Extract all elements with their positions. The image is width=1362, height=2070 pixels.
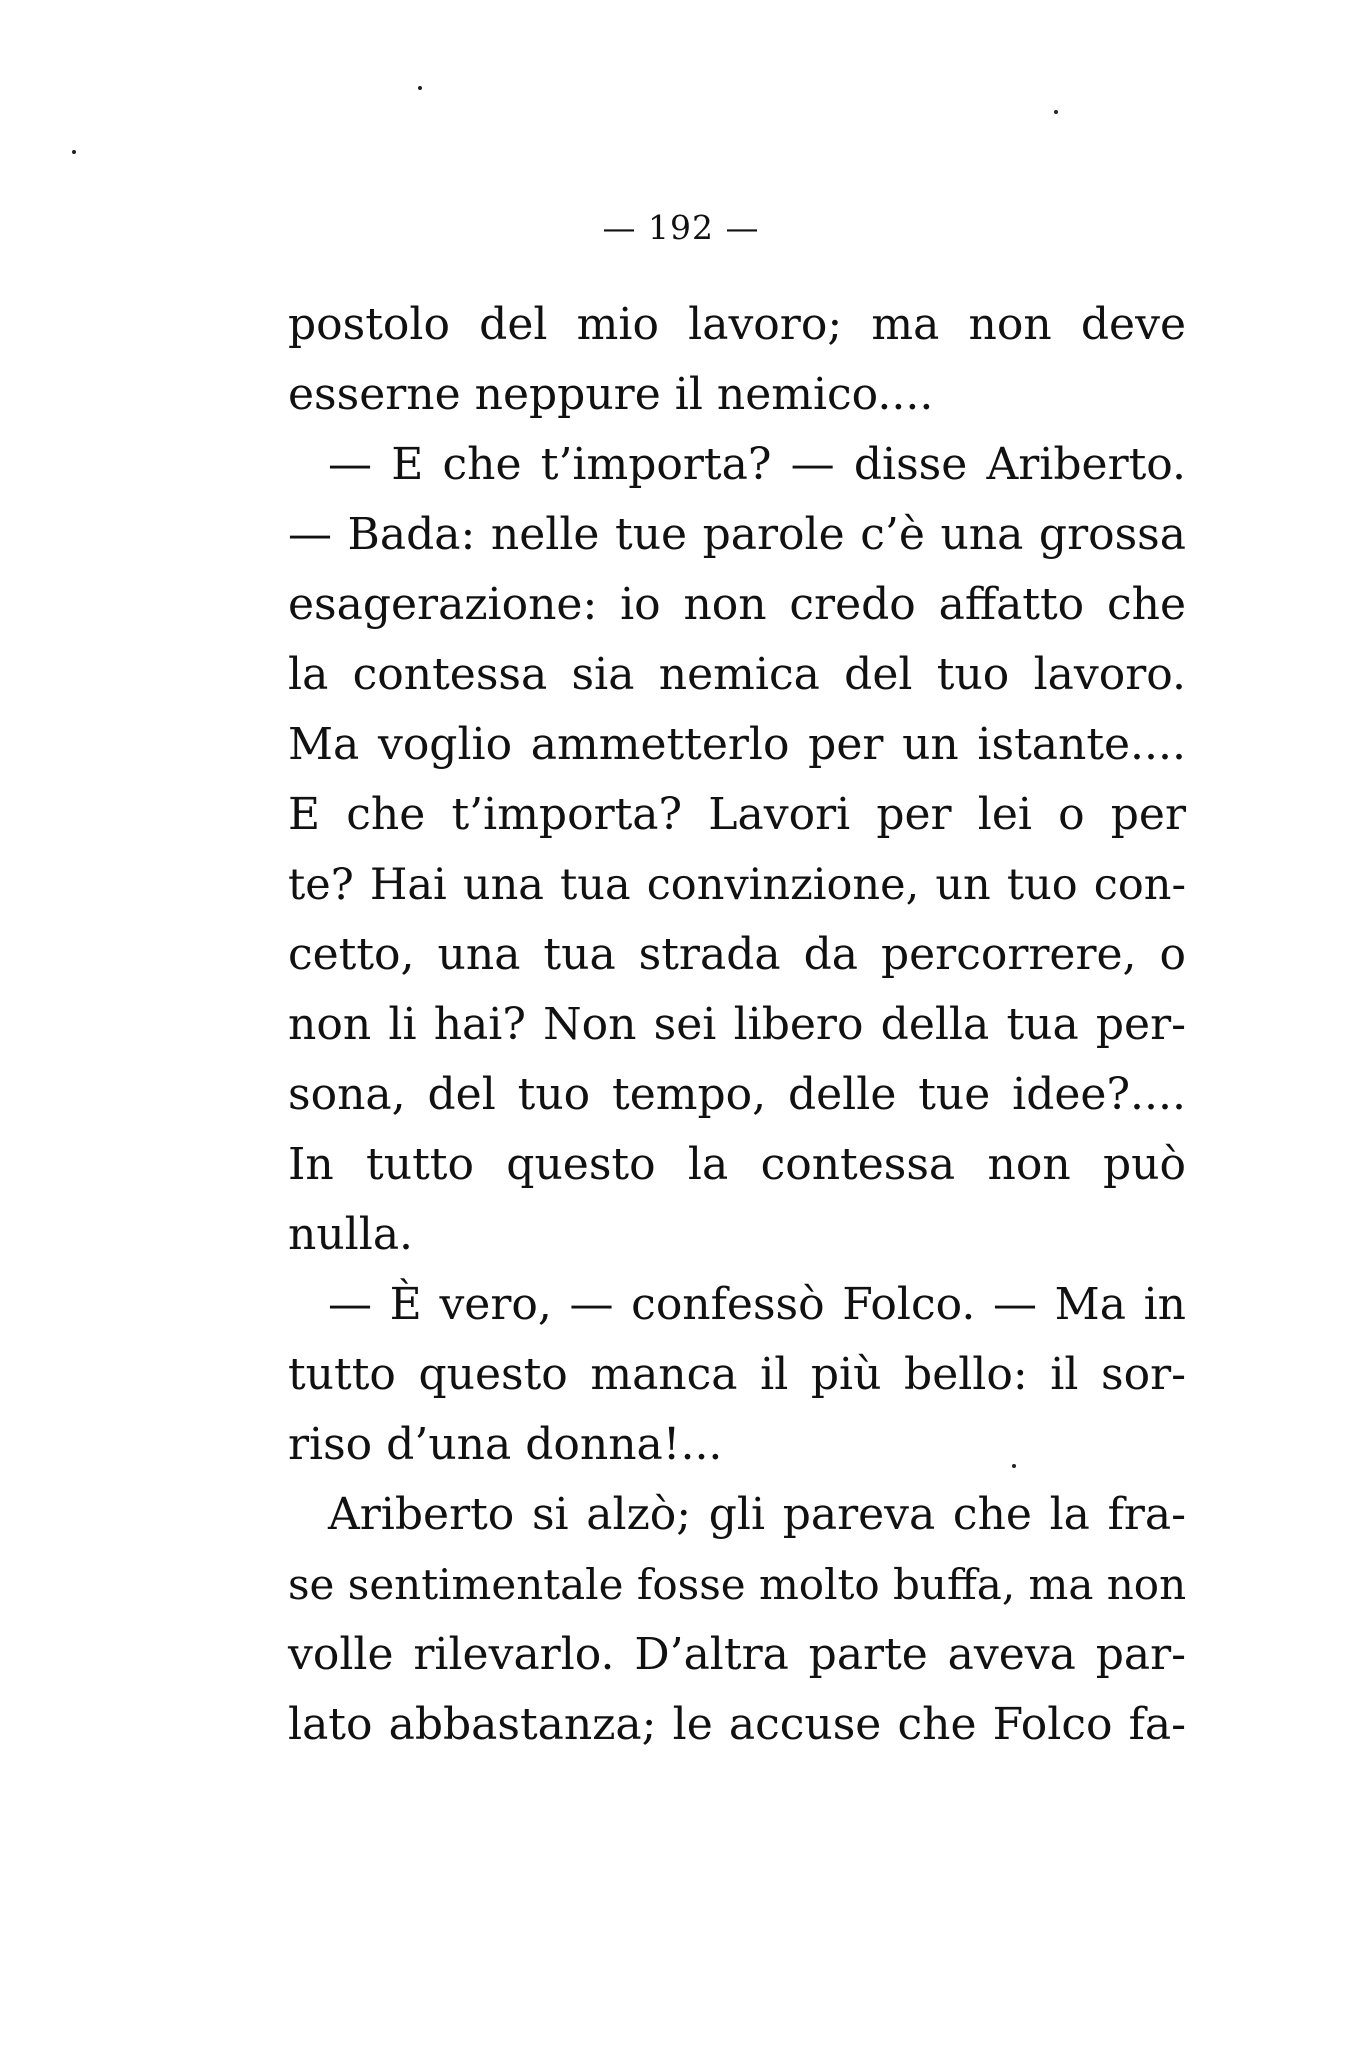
body-text	[288, 290, 1186, 1760]
text-line: non li hai? Non sei libero della tua per-	[288, 999, 1186, 1050]
text-line: In tutto questo la contessa non può	[288, 1139, 1186, 1190]
page-number: — 192 —	[602, 208, 760, 247]
text-line: E che t’importa? Lavori per lei o per	[288, 789, 1186, 840]
text-line: tutto questo manca il più bello: il sor-	[288, 1349, 1186, 1400]
text-line: Ariberto si alzò; gli pareva che la fra-	[328, 1489, 1186, 1540]
text-line: sona, del tuo tempo, delle tue idee?....	[288, 1069, 1186, 1120]
text-line: esagerazione: io non credo affatto che	[288, 579, 1186, 630]
text-line: te? Hai una tua convinzione, un tuo con-	[288, 860, 1186, 910]
print-speck	[72, 150, 76, 154]
text-line: esserne neppure il nemico....	[288, 369, 934, 420]
text-line: Ma voglio ammetterlo per un istante....	[288, 719, 1186, 770]
text-line: nulla.	[288, 1209, 414, 1260]
text-line: riso d’una donna!...	[288, 1419, 723, 1470]
text-line: — È vero, — confessò Folco. — Ma in	[328, 1279, 1186, 1330]
text-line: postolo del mio lavoro; ma non deve	[288, 299, 1186, 350]
text-line: cetto, una tua strada da percorrere, o	[288, 929, 1186, 980]
text-line: — E che t’importa? — disse Ariberto.	[328, 439, 1186, 490]
text-line: — Bada: nelle tue parole c’è una grossa	[288, 509, 1186, 560]
text-line: la contessa sia nemica del tuo lavoro.	[288, 649, 1186, 700]
text-line: volle rilevarlo. D’altra parte aveva par-	[288, 1629, 1186, 1680]
print-speck	[418, 86, 422, 90]
text-line: se sentimentale fosse molto buffa, ma non	[288, 1560, 1187, 1609]
text-line: lato abbastanza; le accuse che Folco fa-	[288, 1699, 1186, 1750]
print-speck	[1054, 110, 1058, 114]
